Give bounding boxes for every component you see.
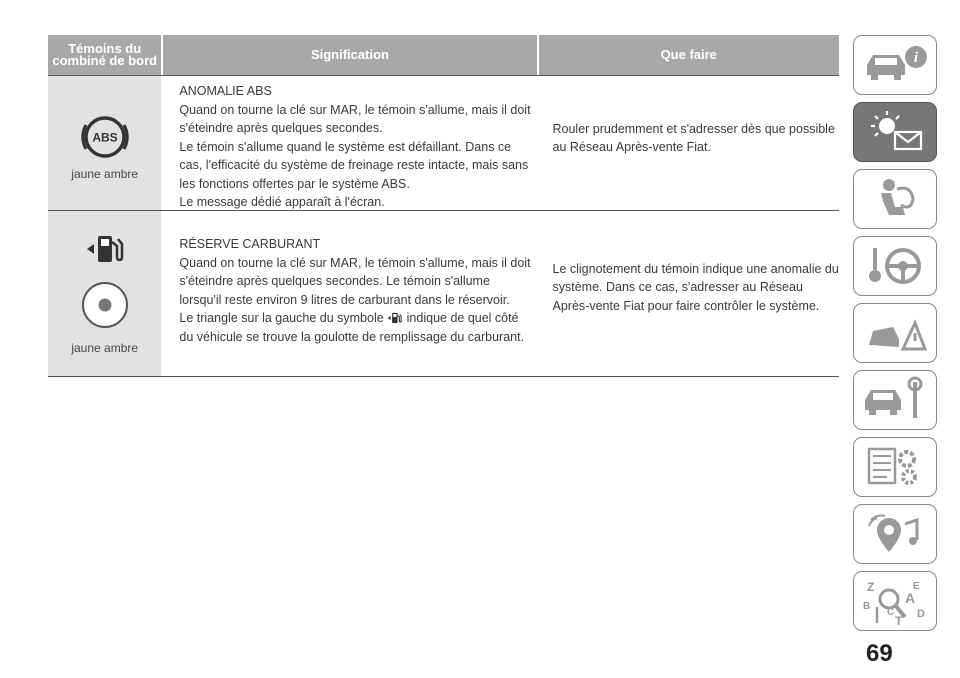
- chapter-sidebar: [853, 35, 939, 638]
- tab-index[interactable]: [853, 571, 937, 631]
- svg-text:E: E: [913, 581, 920, 592]
- tab-technical-data[interactable]: [853, 437, 937, 497]
- tab-warning-lights[interactable]: [853, 102, 937, 162]
- meaning-text: cas, l'efficacité du système de freinage reste intacte, mais sans: [179, 158, 529, 172]
- action-text: Après-vente Fiat pour faire contrôler le système.: [552, 298, 820, 313]
- warning-lights-table: [48, 35, 839, 377]
- table-row: [48, 211, 839, 377]
- list-gears-icon: [859, 443, 931, 491]
- action-cell: [539, 211, 840, 376]
- car-wrench-icon: [859, 376, 931, 424]
- tab-emergency[interactable]: [853, 303, 937, 363]
- meaning-cell: [163, 76, 536, 210]
- meaning-text: s'éteindre après quelques secondes. Le témoin s'allume: [179, 274, 490, 288]
- header-col-meaning: Signification: [310, 47, 389, 62]
- meaning-text: Le triangle sur la gauche du symbole indique de quel côté: [179, 311, 519, 325]
- tab-safety[interactable]: [853, 169, 937, 229]
- action-cell: [539, 76, 840, 210]
- svg-text:D: D: [917, 608, 925, 620]
- meaning-text: Le témoin s'allume quand le système est défaillant. Dans ce: [179, 139, 512, 154]
- tab-maintenance[interactable]: [853, 370, 937, 430]
- meaning-text: Quand on tourne la clé sur MAR, le témoin s'allume, mais il doit: [179, 255, 531, 270]
- page-number: 69: [866, 640, 893, 667]
- tab-car-info[interactable]: [853, 35, 937, 95]
- action-text: Rouler prudemment et s'adresser dès que possible: [552, 121, 835, 136]
- header-col-indicator: Témoins du combiné de bord: [52, 41, 158, 68]
- indicator-color-label: jaune ambre: [71, 167, 139, 181]
- meaning-title: RÉSERVE CARBURANT: [179, 237, 321, 251]
- action-text: au Réseau Après-vente Fiat.: [552, 140, 711, 154]
- meaning-text: Le message dédié apparaît à l'écran.: [179, 195, 385, 209]
- indicator-color-label: jaune ambre: [71, 341, 139, 355]
- svg-text:C: C: [887, 607, 895, 618]
- tab-starting-driving[interactable]: [853, 236, 937, 296]
- svg-text:i: i: [913, 50, 919, 66]
- indicator-cell: [48, 76, 161, 210]
- tab-multimedia[interactable]: [853, 504, 937, 564]
- warning-light-message-icon: [859, 108, 931, 156]
- header-col-action: Que faire: [660, 47, 717, 62]
- fuel-pump-icon: [387, 310, 403, 326]
- action-text: Le clignotement du témoin indique une anomalie du: [552, 261, 839, 276]
- fuel-pump-icon: [83, 233, 127, 265]
- svg-text:B: B: [863, 601, 871, 612]
- meaning-text: Quand on tourne la clé sur MAR, le témoin s'allume, mais il doit: [179, 102, 531, 117]
- seat-airbag-icon: [859, 175, 931, 223]
- meaning-title: ANOMALIE ABS: [179, 84, 272, 98]
- meaning-text: les fonctions offertes par le système ABS.: [179, 176, 410, 191]
- svg-text:Z: Z: [867, 580, 875, 594]
- svg-text:A: A: [905, 590, 916, 606]
- abs-warning-icon: [79, 115, 131, 159]
- svg-text:T: T: [895, 614, 903, 625]
- meaning-text: s'éteindre après quelques secondes.: [179, 121, 383, 135]
- action-text: système. Dans ce cas, s'adresser au Réseau: [552, 280, 803, 295]
- meaning-text: lorsqu'il reste environ 9 litres de carburant dans le réservoir.: [179, 292, 510, 307]
- car-crash-warning-icon: [859, 309, 931, 357]
- car-info-icon: [859, 41, 931, 89]
- indicator-cell: [48, 211, 161, 376]
- table-header: [48, 35, 839, 76]
- map-pin-music-icon: [859, 510, 931, 558]
- table-row: [48, 76, 839, 211]
- amber-light-icon: [79, 279, 131, 331]
- key-steering-wheel-icon: [859, 242, 931, 290]
- meaning-cell: [163, 211, 536, 376]
- meaning-text: du véhicule se trouve la goulotte de remplissage du carburant.: [179, 329, 525, 344]
- svg-text:ABS: ABS: [92, 130, 118, 145]
- index-search-icon: [859, 577, 931, 625]
